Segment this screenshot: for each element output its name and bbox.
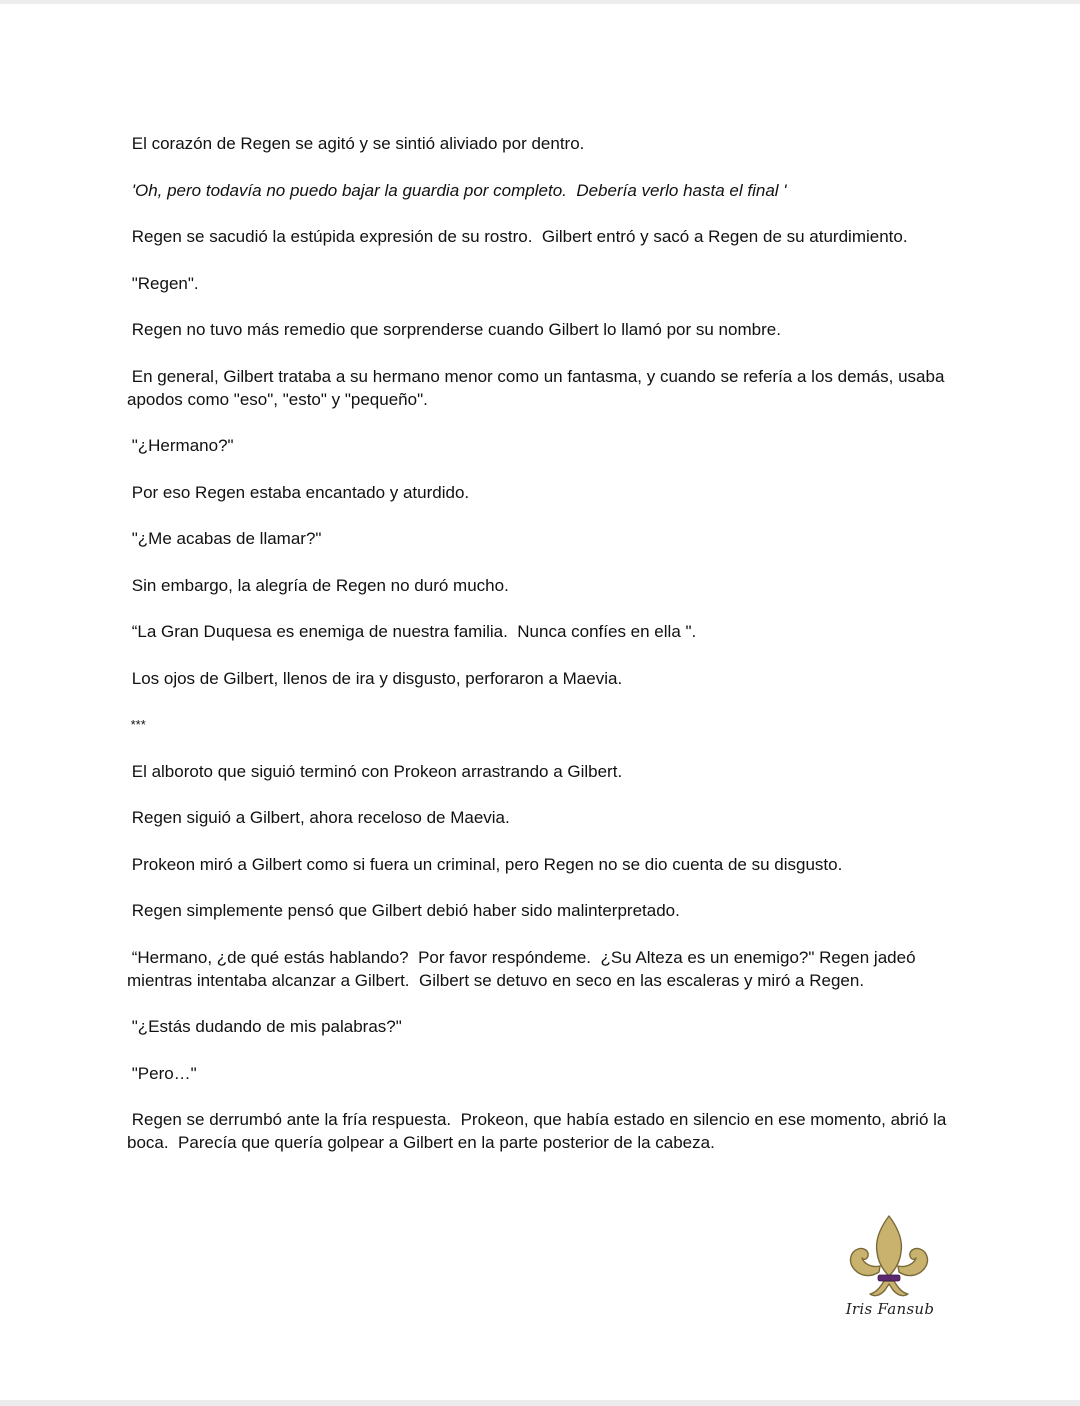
scene-break: *** <box>127 717 146 732</box>
paragraph: Prokeon miró a Gilbert como si fuera un criminal, pero Regen no se dio cuenta de su disgusto. <box>127 854 843 874</box>
fansub-name: Iris Fansub <box>845 1300 935 1318</box>
paragraph-thought: 'Oh, pero todavía no puedo bajar la guardia por completo. Debería verlo hasta el final ' <box>127 180 787 200</box>
band <box>878 1275 900 1281</box>
document-body <box>127 132 957 1178</box>
paragraph: Por eso Regen estaba encantado y aturdido. <box>127 482 470 502</box>
paragraph: Regen siguió a Gilbert, ahora receloso de Maevia. <box>127 808 510 827</box>
paragraph-dialogue: “La Gran Duquesa es enemiga de nuestra familia. Nunca confíes en ella ". <box>127 622 697 641</box>
paragraph-dialogue: "Regen". <box>127 273 199 293</box>
paragraph: En general, Gilbert trataba a su hermano menor como un fantasma, y cuando se refería a los demás, usaba apodos como "eso", "esto" y "pequeño". <box>127 366 950 409</box>
document-page <box>0 4 1080 1400</box>
paragraph: Sin embargo, la alegría de Regen no duró mucho. <box>127 575 509 595</box>
paragraph-dialogue: “Hermano, ¿de qué estás hablando? Por favor respóndeme. ¿Su Alteza es un enemigo?" Regen jadeó mientras intentaba alcanzar a Gilbert. Gilbert se detuvo en seco en las escaleras y miró a Regen. <box>127 947 921 990</box>
paragraph-dialogue: "Pero…" <box>127 1063 197 1083</box>
paragraph: Los ojos de Gilbert, llenos de ira y disgusto, perforaron a Maevia. <box>127 668 623 688</box>
paragraph: El corazón de Regen se agitó y se sintió aliviado por dentro. <box>127 134 585 153</box>
paragraph-dialogue: "¿Hermano?" <box>127 436 234 455</box>
paragraph: Regen se derrumbó ante la fría respuesta. Prokeon, que había estado en silencio en ese momento, abrió la boca. Parecía que quería golpear a Gilbert en la parte posterior de la cabeza. <box>127 1110 952 1152</box>
paragraph: Regen se sacudió la estúpida expresión de su rostro. Gilbert entró y sacó a Regen de su aturdimiento. <box>127 227 908 246</box>
paragraph: Regen no tuvo más remedio que sorprenderse cuando Gilbert lo llamó por su nombre. <box>127 320 781 339</box>
paragraph-dialogue: "¿Estás dudando de mis palabras?" <box>127 1017 402 1036</box>
fleur-de-lis-icon <box>844 1214 934 1302</box>
paragraph-dialogue: "¿Me acabas de llamar?" <box>127 529 322 548</box>
fansub-logo <box>838 1214 942 1329</box>
paragraph: El alboroto que siguió terminó con Prokeon arrastrando a Gilbert. <box>127 761 623 781</box>
paragraph: Regen simplemente pensó que Gilbert debió haber sido malinterpretado. <box>127 901 680 920</box>
